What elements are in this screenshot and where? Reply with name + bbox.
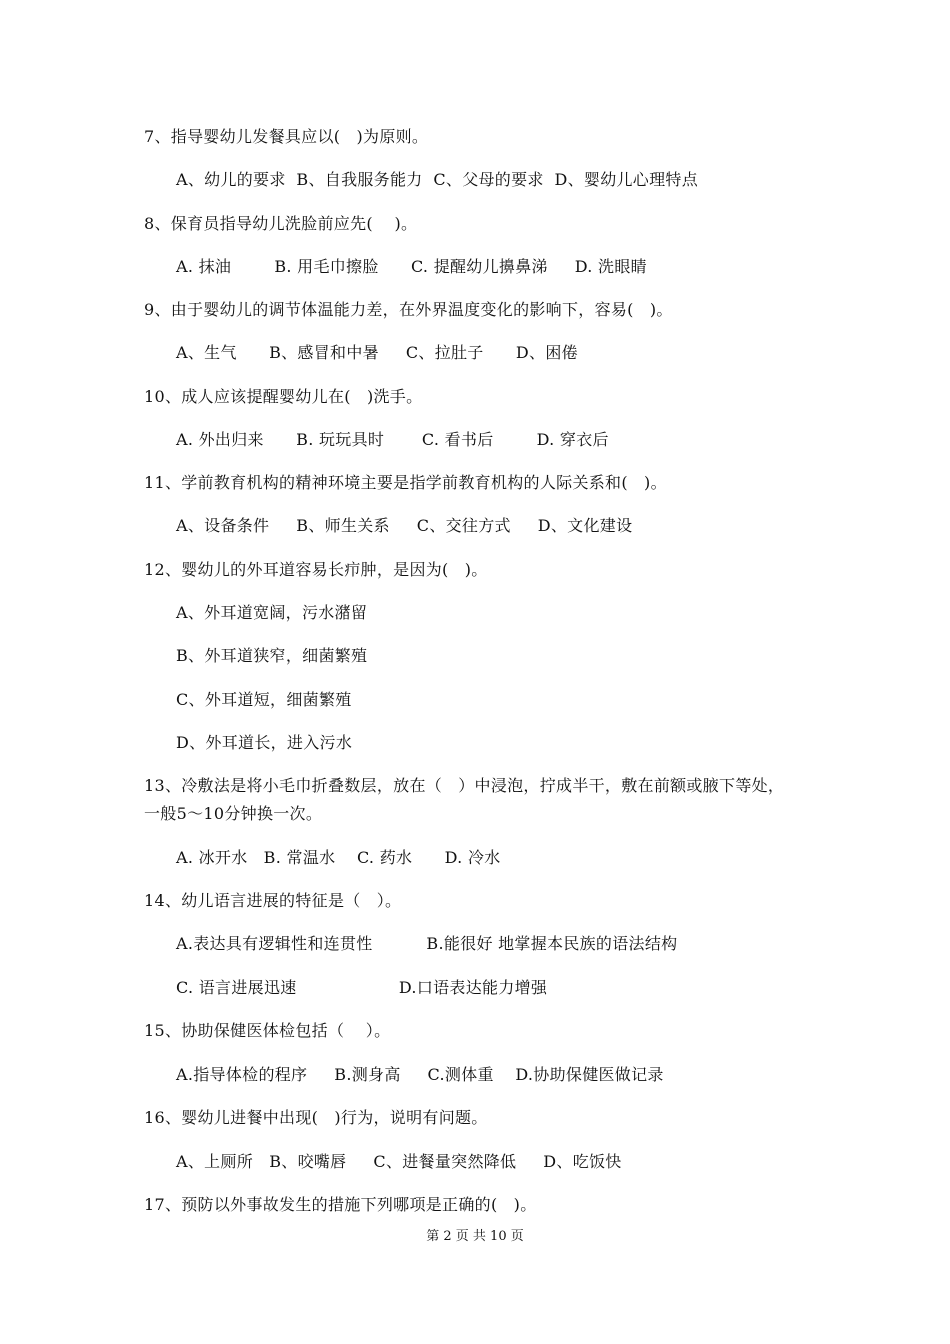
question-8-options: A. 抹油 B. 用毛巾擦脸 C. 提醒幼儿擤鼻涕 D. 洗眼睛 (176, 257, 647, 276)
question-7: 7、指导婴幼儿发餐具应以( )为原则。 (144, 127, 429, 146)
question-12-option-a: A、外耳道宽阔，污水潴留 (176, 603, 368, 622)
question-14-options-cd: C. 语言进展迅速 D.口语表达能力增强 (176, 978, 548, 997)
question-8: 8、保育员指导幼儿洗脸前应先( )。 (144, 214, 418, 233)
question-14: 14、幼儿语言进展的特征是（ ）。 (144, 891, 402, 910)
question-12-option-b: B、外耳道狭窄，细菌繁殖 (176, 646, 368, 665)
page-number: 第 2 页 共 10 页 (426, 1229, 524, 1244)
question-10-options: A. 外出归来 B. 玩玩具时 C. 看书后 D. 穿衣后 (176, 430, 609, 449)
question-15-options: A.指导体检的程序 B.测身高 C.测体重 D.协助保健医做记录 (176, 1065, 664, 1084)
question-9-options: A、生气 B、感冒和中暑 C、拉肚子 D、困倦 (176, 343, 578, 362)
question-15: 15、协助保健医体检包括（ ）。 (144, 1021, 391, 1040)
question-7-options: A、幼儿的要求 B、自我服务能力 C、父母的要求 D、婴幼儿心理特点 (176, 170, 698, 189)
question-13: 13、冷敷法是将小毛巾折叠数层，放在（ ）中浸泡，拧成半干，敷在前额或腋下等处， (144, 776, 785, 795)
question-16: 16、婴幼儿进餐中出现( )行为，说明有问题。 (144, 1108, 488, 1127)
question-11-options: A、设备条件 B、师生关系 C、交往方式 D、文化建设 (176, 516, 633, 535)
question-17: 17、预防以外事故发生的措施下列哪项是正确的( )。 (144, 1195, 537, 1214)
question-13-options: A. 冰开水 B. 常温水 C. 药水 D. 冷水 (176, 848, 501, 867)
question-14-options-ab: A.表达具有逻辑性和连贯性 B.能很好 地掌握本民族的语法结构 (176, 934, 678, 953)
question-12: 12、婴幼儿的外耳道容易长疖肿，是因为( )。 (144, 560, 488, 579)
question-12-option-c: C、外耳道短，细菌繁殖 (176, 690, 352, 709)
question-12-option-d: D、外耳道长，进入污水 (176, 733, 353, 752)
question-9: 9、由于婴幼儿的调节体温能力差，在外界温度变化的影响下，容易( )。 (144, 300, 673, 319)
question-13-continued: 一般5～10分钟换一次。 (144, 804, 323, 823)
question-16-options: A、上厕所 B、咬嘴唇 C、进餐量突然降低 D、吃饭快 (176, 1152, 622, 1171)
question-11: 11、学前教育机构的精神环境主要是指学前教育机构的人际关系和( )。 (144, 473, 667, 492)
question-10: 10、成人应该提醒婴幼儿在( )洗手。 (144, 387, 423, 406)
